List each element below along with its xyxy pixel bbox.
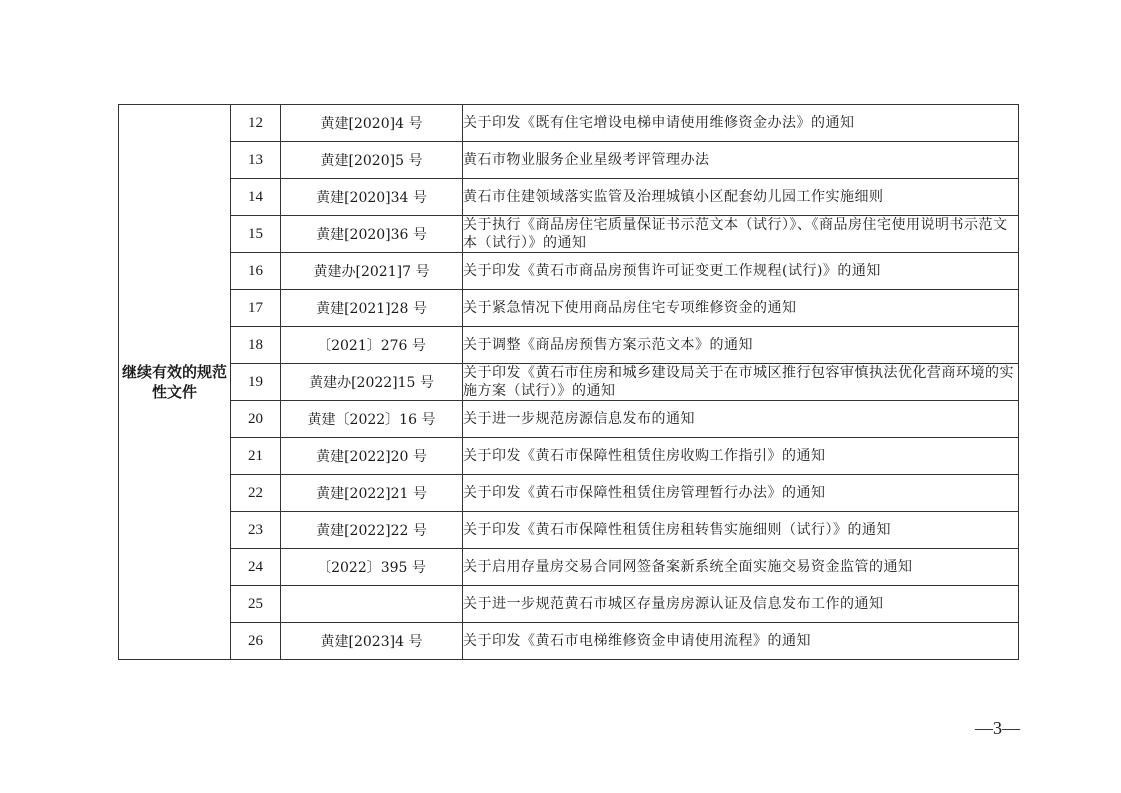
document-title: 关于印发《黄石市保障性租赁住房收购工作指引》的通知: [463, 438, 1019, 475]
table-row: [119, 179, 1019, 216]
document-title: 黄石市物业服务企业星级考评管理办法: [463, 142, 1019, 179]
documents-table-body: [119, 105, 1019, 660]
table-row: [119, 290, 1019, 327]
document-code: 黄建[2021]28 号: [281, 290, 463, 327]
document-title: 关于启用存量房交易合同网签备案新系统全面实施交易资金监管的通知: [463, 549, 1019, 586]
document-code: 黄建[2020]4 号: [281, 105, 463, 142]
document-title: 关于印发《黄石市保障性租赁住房租转售实施细则（试行）》的通知: [463, 512, 1019, 549]
document-code: [281, 586, 463, 623]
category-cell: 继续有效的规范性文件: [119, 105, 231, 660]
document-code: 黄建[2020]34 号: [281, 179, 463, 216]
document-title: 关于调整《商品房预售方案示范文本》的通知: [463, 327, 1019, 364]
document-code: 黄建[2022]20 号: [281, 438, 463, 475]
table-row: [119, 586, 1019, 623]
row-number: 20: [231, 401, 281, 438]
row-number: 14: [231, 179, 281, 216]
table-row: [119, 327, 1019, 364]
row-number: 22: [231, 475, 281, 512]
row-number: 16: [231, 253, 281, 290]
document-title: 关于进一步规范黄石市城区存量房房源认证及信息发布工作的通知: [463, 586, 1019, 623]
table-row: [119, 105, 1019, 142]
document-title: 关于印发《黄石市电梯维修资金申请使用流程》的通知: [463, 623, 1019, 660]
document-code: 黄建[2022]21 号: [281, 475, 463, 512]
table-row: [119, 549, 1019, 586]
document-code: 黄建[2020]36 号: [281, 216, 463, 253]
row-number: 19: [231, 364, 281, 401]
document-title: 关于执行《商品房住宅质量保证书示范文本（试行）》、《商品房住宅使用说明书示范文本（试行）》的通知: [463, 216, 1019, 253]
row-number: 25: [231, 586, 281, 623]
table-row: [119, 253, 1019, 290]
table-row: [119, 216, 1019, 253]
table-row: [119, 438, 1019, 475]
document-code: 黄建〔2022〕16 号: [281, 401, 463, 438]
table-row: [119, 512, 1019, 549]
document-code: 黄建办[2021]7 号: [281, 253, 463, 290]
document-title: 关于紧急情况下使用商品房住宅专项维修资金的通知: [463, 290, 1019, 327]
document-code: 〔2022〕395 号: [281, 549, 463, 586]
row-number: 15: [231, 216, 281, 253]
document-title: 关于印发《既有住宅增设电梯申请使用维修资金办法》的通知: [463, 105, 1019, 142]
table-row: [119, 401, 1019, 438]
document-title: 黄石市住建领域落实监管及治理城镇小区配套幼儿园工作实施细则: [463, 179, 1019, 216]
document-code: 黄建办[2022]15 号: [281, 364, 463, 401]
document-code: 〔2021〕276 号: [281, 327, 463, 364]
row-number: 17: [231, 290, 281, 327]
document-code: 黄建[2020]5 号: [281, 142, 463, 179]
document-code: 黄建[2023]4 号: [281, 623, 463, 660]
row-number: 23: [231, 512, 281, 549]
document-code: 黄建[2022]22 号: [281, 512, 463, 549]
row-number: 18: [231, 327, 281, 364]
row-number: 13: [231, 142, 281, 179]
row-number: 21: [231, 438, 281, 475]
row-number: 24: [231, 549, 281, 586]
page-number: —3—: [975, 718, 1020, 738]
document-title: 关于进一步规范房源信息发布的通知: [463, 401, 1019, 438]
table-row: [119, 623, 1019, 660]
table-row: [119, 142, 1019, 179]
row-number: 26: [231, 623, 281, 660]
documents-table: [118, 104, 1019, 660]
table-row: [119, 475, 1019, 512]
row-number: 12: [231, 105, 281, 142]
table-row: [119, 364, 1019, 401]
document-title: 关于印发《黄石市商品房预售许可证变更工作规程(试行)》的通知: [463, 253, 1019, 290]
document-title: 关于印发《黄石市住房和城乡建设局关于在市城区推行包容审慎执法优化营商环境的实施方案（试行）》的通知: [463, 364, 1019, 401]
document-title: 关于印发《黄石市保障性租赁住房管理暂行办法》的通知: [463, 475, 1019, 512]
